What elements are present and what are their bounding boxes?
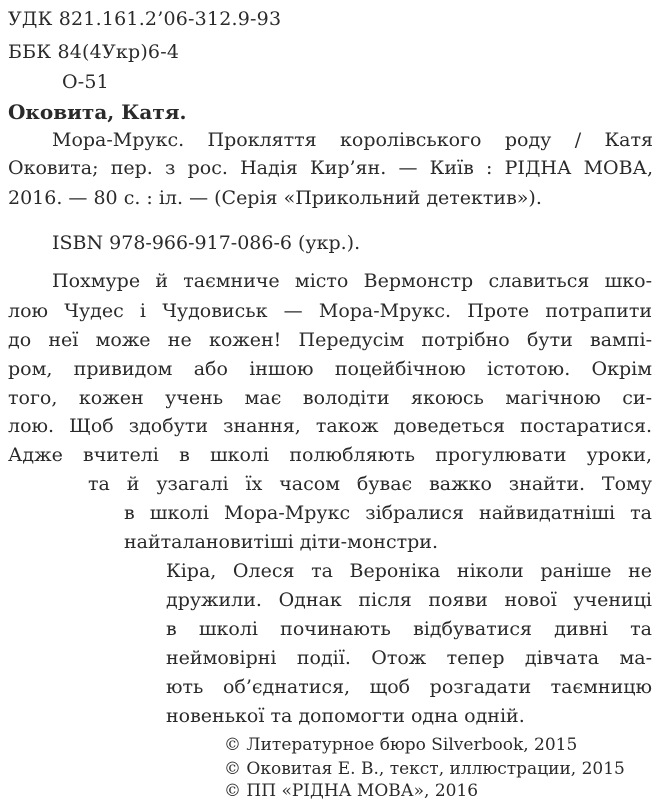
annotation-line: в школі починають відбуватися дивні та [166,618,652,640]
author-sign: О-51 [62,71,109,93]
bbk-code: ББК 84(4Укр)6-4 [8,41,180,63]
copyright-line: © Оковитая Е. В., текст, иллюстрации, 2015 [224,759,625,779]
annotation-line: лою. Щоб здобути знання, також доведеться постаратися. [8,415,652,437]
annotation-line: неймовірні події. Отож тепер дівчата ма- [166,647,652,669]
annotation-line: Похмуре й таємниче місто Вермонстр славиться шко- [52,270,652,292]
annotation-line: в школі Мора-Мрукс зібралися найвидатніші та [124,502,652,524]
annotation-line: ють об’єднатися, щоб розгадати таємницю [166,676,652,698]
annotation-line: Адже вчителі в школі полюбляють прогулювати уроки, [8,444,652,466]
bib-line: Мора-Мрукс. Прокляття королівського роду / Катя [52,129,653,151]
annotation-line: того, кожен учень має володіти якоюсь магічною си- [8,387,652,409]
udk-code: УДК 821.161.2’06-312.9-93 [8,8,282,30]
annotation-line: найталановитіші діти-монстри. [124,531,438,553]
author-name: Оковита, Катя. [8,100,187,124]
annotation-line: лою Чудес і Чудовиськ — Мора-Мрукс. Проте потрапити [8,300,652,322]
annotation-line: та й узагалі їх часом буває важко знайти. Тому [88,473,652,495]
annotation-line: дружили. Однак після появи нової учениці [166,589,652,611]
bib-line: 2016. — 80 с. : іл. — (Серія «Прикольний детектив»). [8,187,542,209]
copyright-line: © Литературное бюро Silverbook, 2015 [224,735,578,755]
annotation-line: новенької та допомогти одна одній. [166,705,525,727]
copyright-line: © ПП «РІДНА МОВА», 2016 [224,781,479,801]
annotation-line: до неї може не кожен! Передусім потрібно бути вампі- [8,329,652,351]
annotation-line: ром, привидом або іншою поцейбічною істотою. Окрім [8,358,652,380]
isbn: ISBN 978-966-917-086-6 (укр.). [52,232,361,254]
bib-line: Оковита; пер. з рос. Надія Кир’ян. — Київ : РІДНА МОВА, [8,157,653,179]
annotation-line: Кіра, Олеся та Вероніка ніколи раніше не [166,560,652,582]
